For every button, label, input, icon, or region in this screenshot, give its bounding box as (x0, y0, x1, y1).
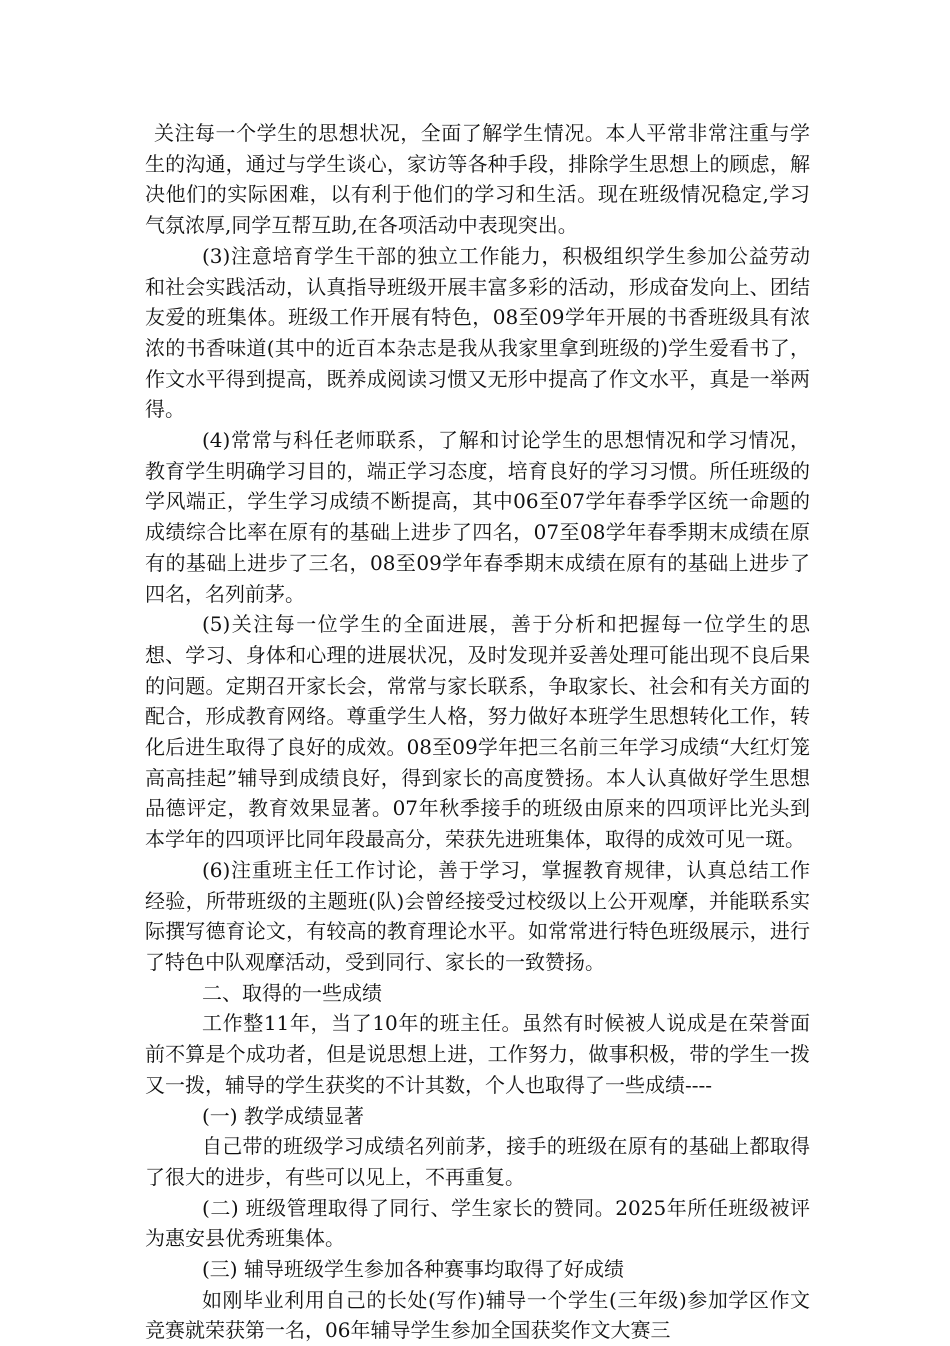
subsection-heading: (一) 教学成绩显著 (202, 1103, 364, 1128)
subsection-heading: (三) 辅导班级学生参加各种赛事均取得了好成绩 (202, 1257, 624, 1282)
paragraph: (3)注意培育学生干部的独立工作能力，积极组织学生参加公益劳动和社会实践活动，认真指导班级开展丰富多彩的活动，形成奋发向上、团结友爱的班集体。班级工作开展有特色，08至09学年开展的书香班级具有浓浓的书香味道(其中的近百本杂志是我从我家里拿到班级的)学生爱看书了，作文水平得到提高，既养成阅读习惯又无形中提高了作文水平，真是一举两得。 (145, 243, 810, 422)
paragraph: (5)关注每一位学生的全面进展，善于分析和把握每一位学生的思想、学习、身体和心理的进展状况，及时发现并妥善处理可能出现不良后果的问题。定期召开家长会，常常与家长联系，争取家长、社会和有关方面的配合，形成教育网络。尊重学生人格，努力做好本班学生思想转化工作，转化后进生取得了良好的成效。08至09学年把三名前三年学习成绩“大红灯笼高高挂起”辅导到成绩良好，得到家长的高度赞扬。本人认真做好学生思想品德评定，教育效果显著。07年秋季接手的班级由原来的四项评比光头到本学年的四项评比同年段最高分，荣获先进班集体，取得的成效可见一斑。 (145, 612, 810, 852)
paragraph: (6)注重班主任工作讨论，善于学习，掌握教育规律，认真总结工作经验，所带班级的主题班(队)会曾经接受过校级以上公开观摩，并能联系实际撰写德育论文，有较高的教育理论水平。如常常进行特色班级展示，进行了特色中队观摩活动，受到同行、家长的一致赞扬。 (145, 857, 810, 974)
document-body (145, 118, 810, 1346)
paragraph: 自己带的班级学习成绩名列前茅，接手的班级在原有的基础上都取得了很大的进步，有些可以见上，不再重复。 (145, 1134, 810, 1189)
paragraph: 关注每一个学生的思想状况，全面了解学生情况。本人平常非常注重与学生的沟通，通过与学生谈心，家访等各种手段，排除学生思想上的顾虑，解决他们的实际困难，以有利于他们的学习和生活。现在班级情况稳定,学习气氛浓厚,同学互帮互助,在各项活动中表现突出。 (145, 121, 810, 238)
paragraph: 如刚毕业利用自己的长处(写作)辅导一个学生(三年级)参加学区作文竞赛就荣获第一名，06年辅导学生参加全国获奖作文大赛三 (145, 1287, 810, 1343)
paragraph: 工作整11年，当了10年的班主任。虽然有时候被人说成是在荣誉面前不算是个成功者，但是说思想上进，工作努力，做事积极，带的学生一拨又一拨，辅导的学生获奖的不计其数，个人也取得了一些成绩---- (145, 1011, 810, 1097)
paragraph: (4)常常与科任老师联系，了解和讨论学生的思想情况和学习情况，教育学生明确学习目的，端正学习态度，培育良好的学习习惯。所任班级的学风端正，学生学习成绩不断提高，其中06至07学年春季学区统一命题的成绩综合比率在原有的基础上进步了四名，07至08学年春季期末成绩在原有的基础上进步了三名，08至09学年春季期末成绩在原有的基础上进步了四名，名列前茅。 (145, 428, 810, 606)
section-heading: 二、取得的一些成绩 (202, 980, 382, 1005)
paragraph: (二) 班级管理取得了同行、学生家长的赞同。2025年所任班级被评为惠安县优秀班集体。 (145, 1195, 810, 1251)
